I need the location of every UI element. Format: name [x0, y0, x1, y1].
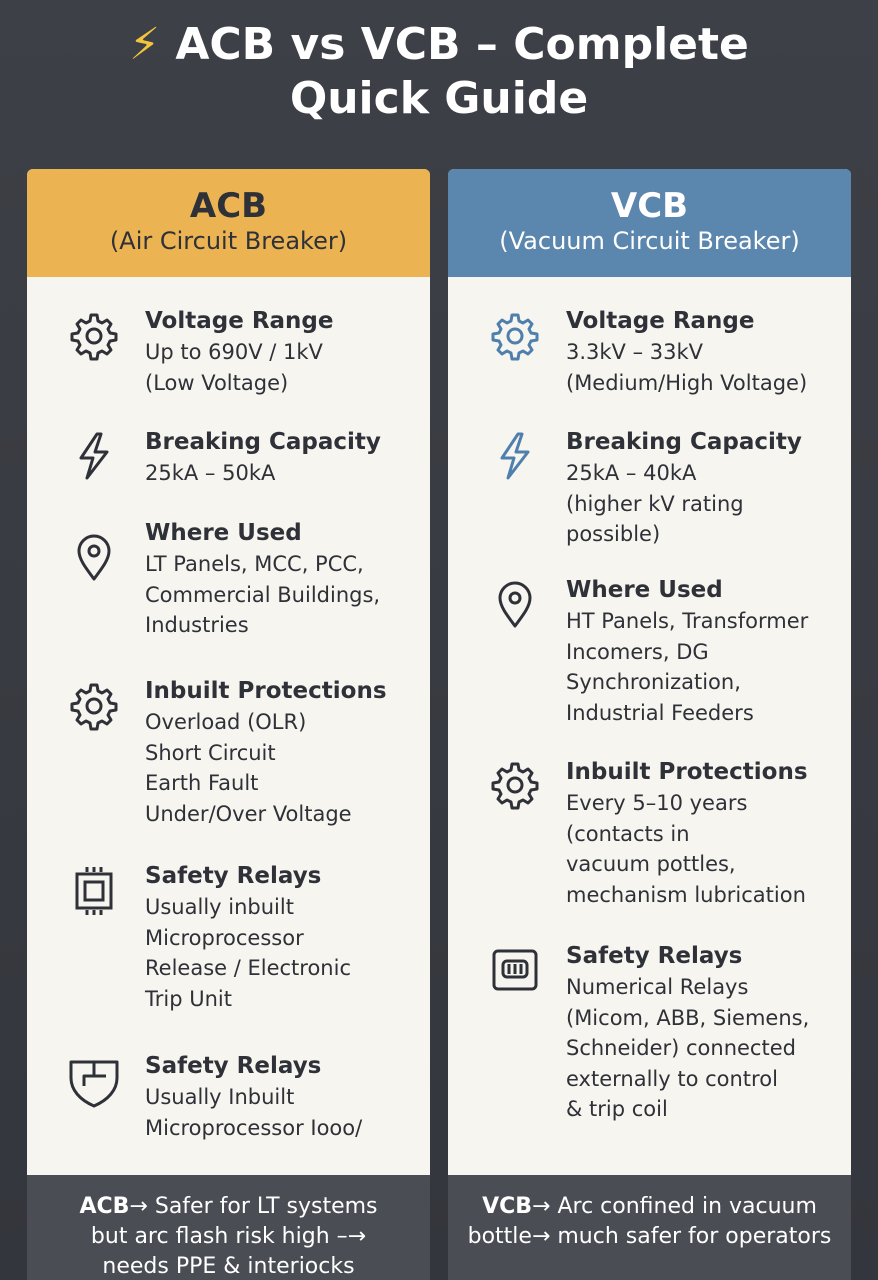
page-title: ⚡ ACB vs VCB – Complete Quick Guide [129, 19, 749, 124]
lightning-icon [67, 428, 121, 482]
shield-icon [67, 1054, 121, 1108]
acb-name: ACB [189, 186, 268, 226]
acb-card: ACB (Air Circuit Breaker) Voltage Range Up to 690V / 1kV (Low Voltage) Breaking Capacity 25kA – 50kA Where Used LT Panels, MCC, PCC, Commercial Buildings, Industries Inbuilt Protections Overload (OLR) Short Circuit Earth Fault Under/Over Voltage Safety Relays Usually inbuilt Microprocessor Release / Electronic Trip Unit Safety Relays Usually Inbuilt Microprocessor Iooo/ [27, 169, 430, 1175]
vcb-header [448, 169, 851, 277]
acb-full-name: (Air Circuit Breaker) [109, 227, 348, 255]
relay-icon [488, 943, 542, 997]
gear-icon [67, 679, 121, 733]
lightning-icon [488, 428, 542, 482]
vcb-card: VCB (Vacuum Circuit Breaker) Voltage Range 3.3kV – 33kV (Medium/High Voltage) Breaking Capacity 25kA – 40kA (higher kV rating possible) Where Used HT Panels, Transformer Incomers, DG Synchronization, Industrial Feeders Inbuilt Protections Every 5–10 years (contacts in vacuum pottles, mechanism lubrication Safety Relays Numerical Relays (Micom, ABB, Siemens, Schneider) connected externally to control & trip coil [448, 169, 851, 1175]
acb-header [27, 169, 430, 277]
vcb-footer: VCB→ Arc confined in vacuum bottle→ much safer for operators [448, 1175, 851, 1280]
gear-icon [488, 758, 542, 812]
gear-icon [67, 309, 121, 363]
lightning-icon: ⚡ [129, 19, 160, 70]
chip-icon [67, 864, 121, 918]
acb-footer: ACB→ Safer for LT systems but arc flash risk high –→ needs PPE & interiocks [27, 1175, 430, 1280]
location-pin-icon [67, 529, 121, 583]
vcb-name: VCB [610, 186, 689, 226]
vcb-full-name: (Vacuum Circuit Breaker) [499, 227, 800, 255]
location-pin-icon [488, 576, 542, 630]
gear-icon [488, 309, 542, 363]
